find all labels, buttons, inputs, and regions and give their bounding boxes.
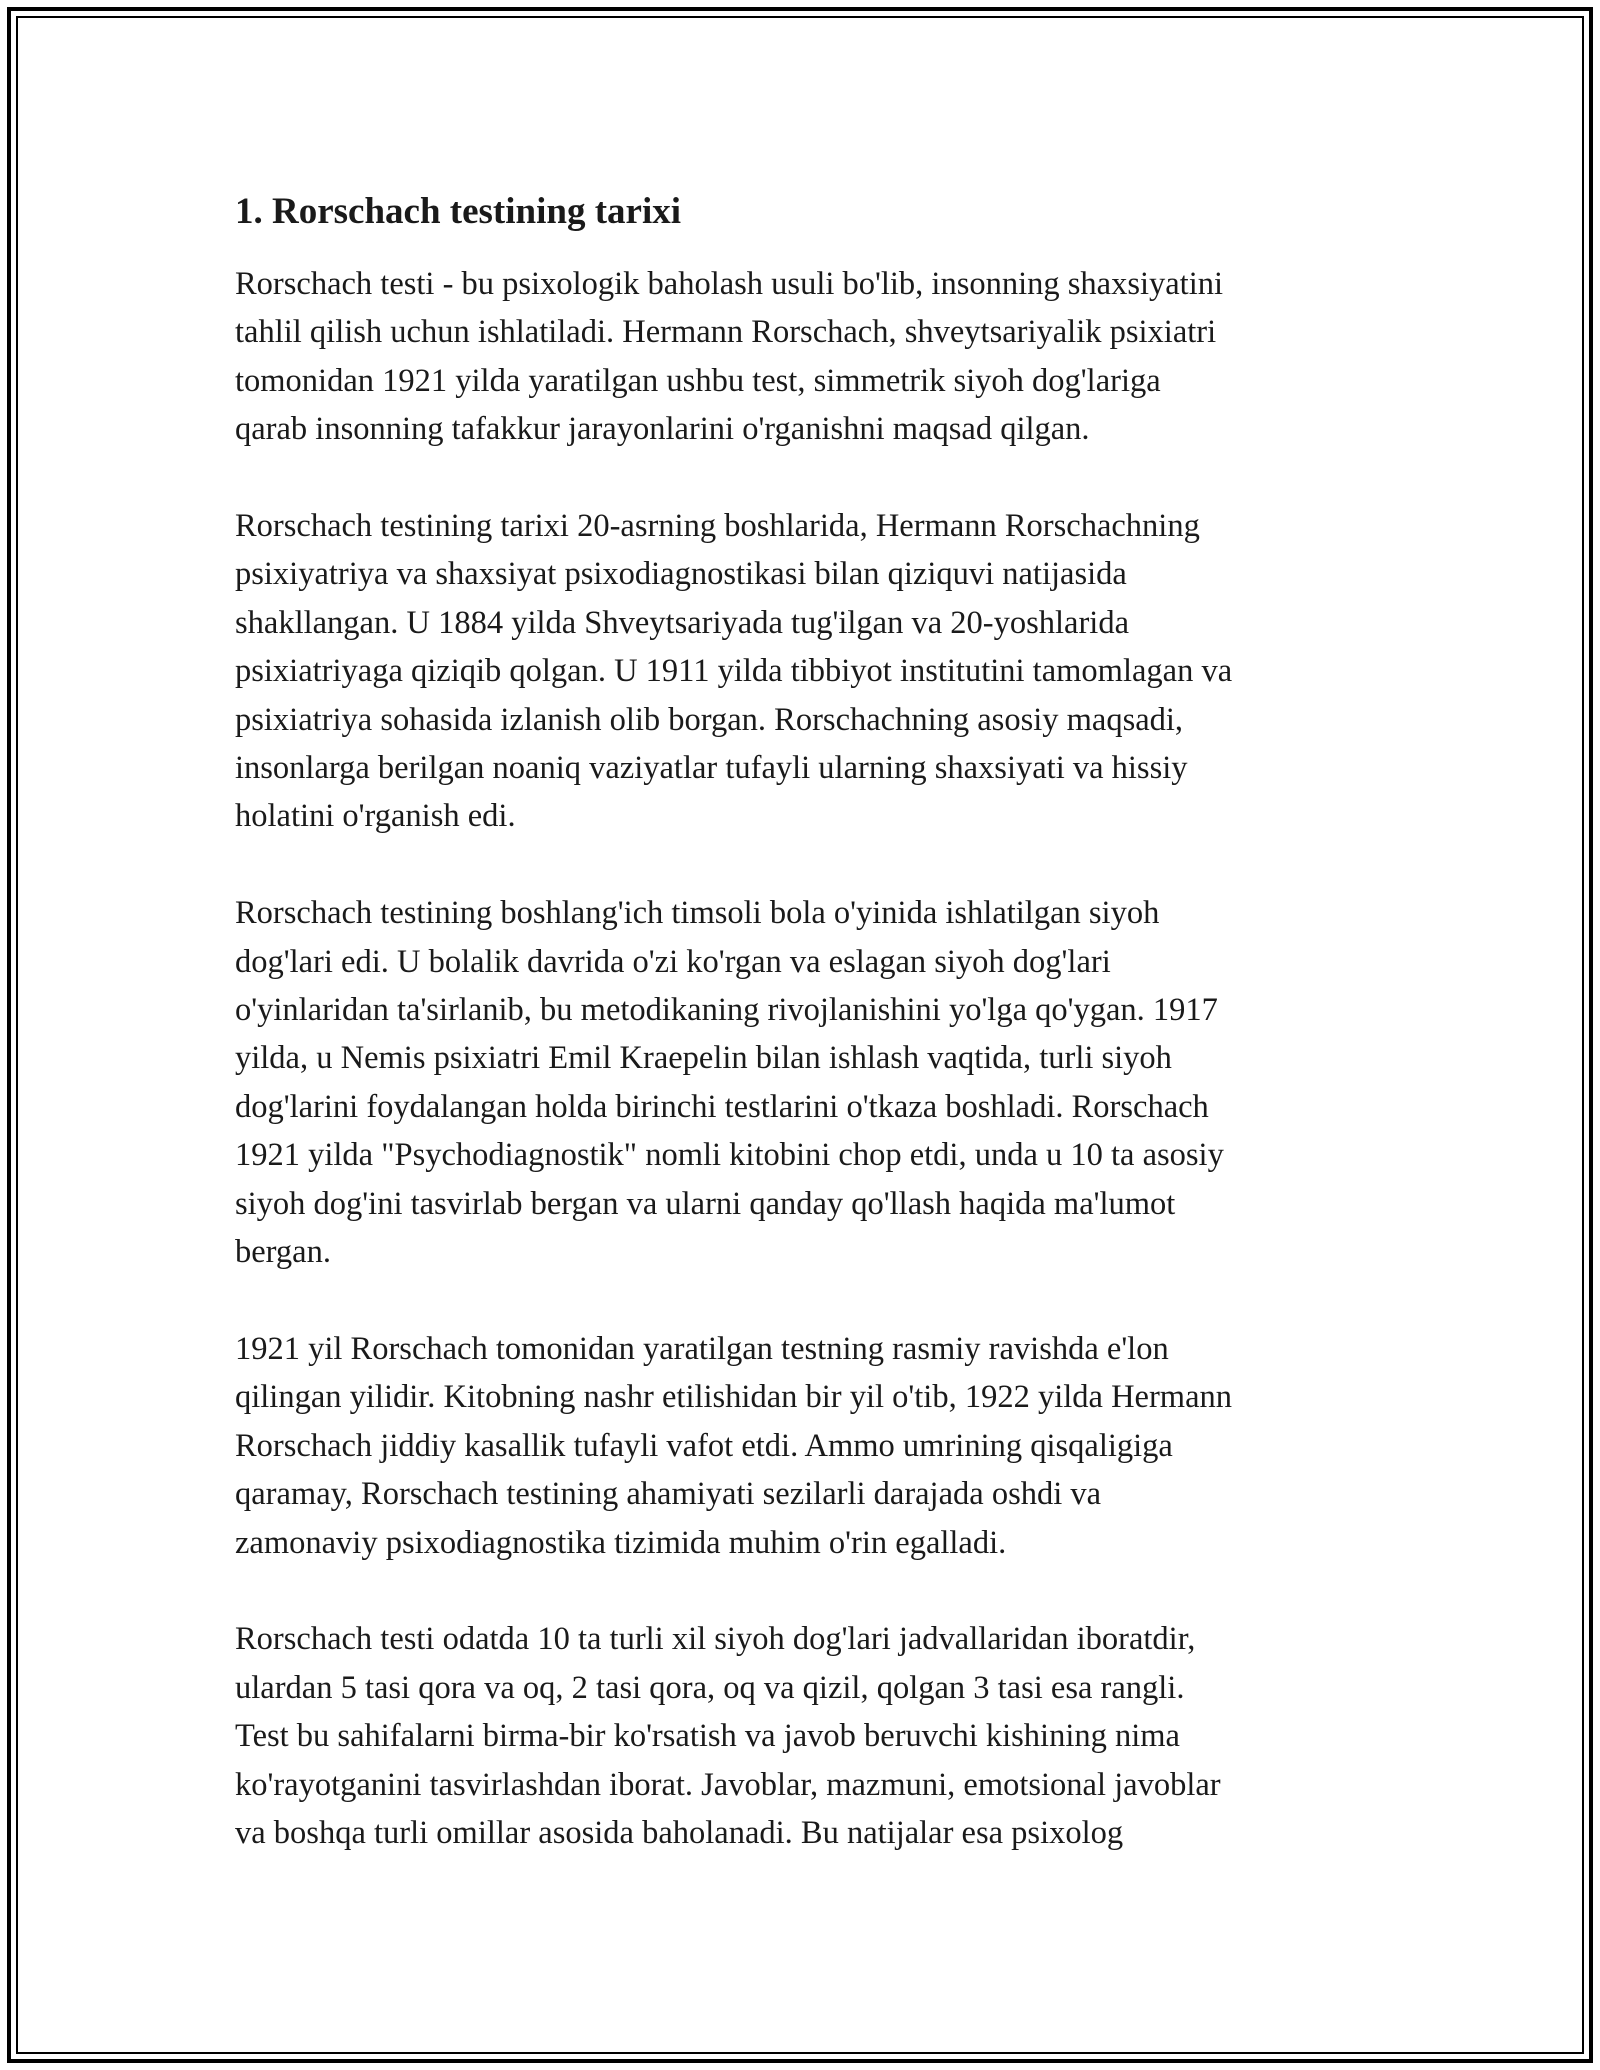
document-body: [235, 188, 1385, 1906]
text-line: zamonaviy psixodiagnostika tizimida muhim o'rin egalladi.: [235, 1524, 1007, 1561]
paragraph-3: [235, 889, 1385, 1276]
text-line: qaramay, Rorschach testining ahamiyati sezilarli darajada oshdi va: [235, 1476, 1102, 1513]
text-line: shakllangan. U 1884 yilda Shveytsariyada tug'ilgan va 20-yoshlarida: [235, 604, 1129, 641]
text-line: Rorschach testi - bu psixologik baholash usuli bo'lib, insonning shaxsiyatini: [235, 266, 1224, 302]
text-line: ulardan 5 tasi qora va oq, 2 tasi qora, oq va qizil, qolgan 3 tasi esa rangli.: [235, 1669, 1185, 1706]
text-line: 1921 yilda "Psychodiagnostik" nomli kitobini chop etdi, unda u 10 ta asosiy: [235, 1137, 1224, 1174]
text-line: ko'rayotganini tasvirlashdan iborat. Javoblar, mazmuni, emotsional javoblar: [235, 1766, 1221, 1803]
paragraph-4: [235, 1325, 1385, 1567]
text-line: Rorschach jiddiy kasallik tufayli vafot etdi. Ammo umrining qisqaligiga: [235, 1427, 1173, 1464]
text-line: 1921 yil Rorschach tomonidan yaratilgan testning rasmiy ravishda e'lon: [235, 1330, 1169, 1367]
paragraph-2: [235, 502, 1385, 841]
text-line: qarab insonning tafakkur jarayonlarini o'rganishni maqsad qilgan.: [235, 411, 1090, 448]
text-line: psixiyatriya va shaxsiyat psixodiagnostikasi bilan qiziquvi natijasida: [235, 556, 1127, 593]
text-line: dog'lari edi. U bolalik davrida o'zi ko'rgan va eslagan siyoh dog'lari: [235, 943, 1111, 980]
text-line: va boshqa turli omillar asosida baholanadi. Bu natijalar esa psixolog: [235, 1814, 1124, 1851]
text-line: insonlarga berilgan noaniq vaziyatlar tufayli ularning shaxsiyati va hissiy: [235, 750, 1188, 787]
section-heading: 1. Rorschach testining tarixi: [235, 191, 682, 232]
text-line: bergan.: [235, 1234, 331, 1271]
text-line: Rorschach testi odatda 10 ta turli xil siyoh dog'lari jadvallaridan iboratdir,: [235, 1621, 1196, 1658]
text-line: Rorschach testining boshlang'ich timsoli bola o'yinida ishlatilgan siyoh: [235, 895, 1160, 932]
text-line: Test bu sahifalarni birma-bir ko'rsatish va javob beruvchi kishining nima: [235, 1718, 1180, 1755]
paragraph-5: [235, 1615, 1385, 1857]
text-line: yilda, u Nemis psixiatri Emil Kraepelin bilan ishlash vaqtida, turli siyoh: [235, 1040, 1172, 1077]
text-line: qilingan yilidir. Kitobning nashr etilishidan bir yil o'tib, 1922 yilda Hermann: [235, 1379, 1232, 1416]
text-line: tahlil qilish uchun ishlatiladi. Hermann Rorschach, shveytsariyalik psixiatri: [235, 314, 1217, 351]
text-line: siyoh dog'ini tasvirlab bergan va ularni qanday qo'llash haqida ma'lumot: [235, 1185, 1176, 1222]
text-line: holatini o'rganish edi.: [235, 798, 516, 835]
text-line: dog'larini foydalangan holda birinchi testlarini o'tkaza boshladi. Rorschach: [235, 1088, 1209, 1125]
text-line: psixiatriya sohasida izlanish olib borgan. Rorschachning asosiy maqsadi,: [235, 701, 1184, 738]
text-line: Rorschach testining tarixi 20-asrning boshlarida, Hermann Rorschachning: [235, 508, 1200, 545]
text-line: o'yinlaridan ta'sirlanib, bu metodikaning rivojlanishini yo'lga qo'ygan. 1917: [235, 992, 1218, 1029]
text-line: tomonidan 1921 yilda yaratilgan ushbu test, simmetrik siyoh dog'lariga: [235, 362, 1161, 399]
paragraph-1: [235, 260, 1385, 454]
text-line: psixiatriyaga qiziqib qolgan. U 1911 yilda tibbiyot institutini tamomlagan va: [235, 653, 1233, 690]
